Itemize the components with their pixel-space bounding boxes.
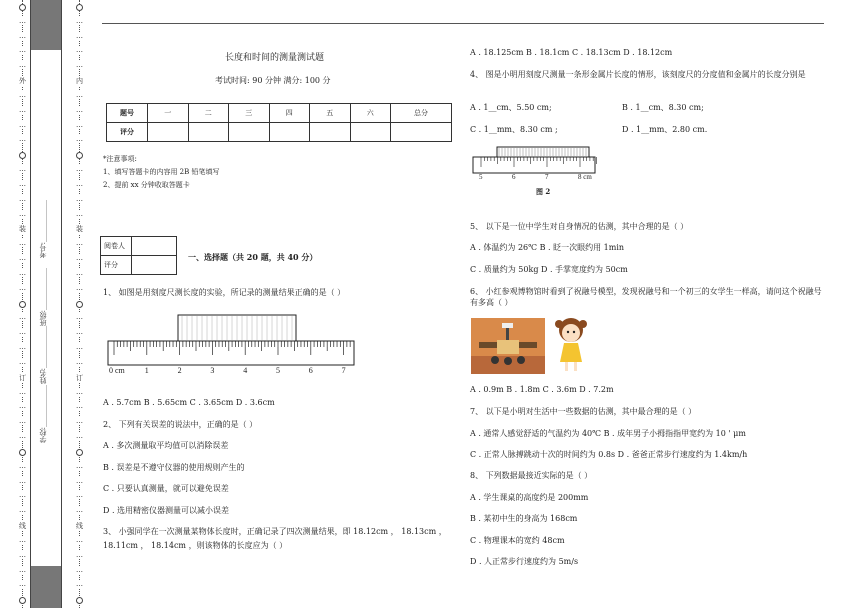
- binding-label: 外: [19, 77, 26, 85]
- girl-leg: [574, 362, 577, 371]
- binding-dots: …: [76, 32, 83, 40]
- girl-dress: [560, 343, 582, 362]
- binding-dots: …: [19, 536, 26, 544]
- name-field[interactable]: 姓名:____________: [39, 326, 47, 385]
- binding-dots: …: [19, 91, 26, 99]
- girl-eye: [567, 331, 569, 333]
- binding-dots: …: [76, 269, 83, 277]
- score-cell: 总分: [391, 104, 452, 123]
- rover-body: [497, 340, 519, 354]
- q5-options-cd: C . 质量约为 50kg D . 手掌宽度约为 50cm: [470, 265, 628, 274]
- binding-hole-icon: [76, 301, 83, 308]
- binding-dots: …: [19, 402, 26, 410]
- rover-wheel: [504, 357, 512, 365]
- binding-hole-icon: [76, 449, 83, 456]
- binding-dots: …: [19, 121, 26, 129]
- binding-dots: …: [19, 506, 26, 514]
- binding-dots: …: [19, 284, 26, 292]
- score-cell: 评分: [107, 123, 148, 142]
- binding-dots: …: [76, 91, 83, 99]
- q4-option-d: D . 1__mm、2.80 cm.: [622, 125, 708, 134]
- binding-dots: …: [76, 506, 83, 514]
- q5-stem: 5、 以下是一位中学生对自身情况的估测，其中合理的是（ ）: [470, 222, 689, 231]
- score-input-cell[interactable]: [310, 123, 351, 142]
- binding-label: 线: [76, 522, 83, 530]
- ruler-2-tick-label: 8 cm: [578, 173, 592, 181]
- score-input-cell[interactable]: [391, 123, 452, 142]
- binding-dots: …: [76, 106, 83, 114]
- score-input-cell[interactable]: [350, 123, 391, 142]
- q2-stem: 2、 下列有关误差的说法中，正确的是（ ）: [103, 420, 258, 429]
- binding-dots: …: [76, 180, 83, 188]
- binding-dots: …: [19, 106, 26, 114]
- binding-label: 订: [76, 374, 83, 382]
- q7-options-ab: A . 通常人感觉舒适的气温约为 40℃ B . 成年男子小拇指指甲宽约为 10 ' μm: [470, 429, 746, 438]
- binding-dots: …: [19, 17, 26, 25]
- binding-dots: …: [76, 580, 83, 588]
- rover-solar-panel: [479, 342, 497, 348]
- rover-solar-panel: [519, 342, 537, 348]
- rover-camera: [502, 323, 513, 328]
- rover-photo: [471, 318, 545, 374]
- binding-dots: …: [19, 491, 26, 499]
- q2-option-a: A . 多次测量取平均值可以消除误差: [103, 441, 229, 450]
- score-cell: 六: [350, 104, 391, 123]
- binding-dots: …: [76, 477, 83, 485]
- binding-dots: …: [76, 462, 83, 470]
- binding-dots: …: [76, 388, 83, 396]
- binding-dots: …: [19, 180, 26, 188]
- binding-dots: …: [19, 566, 26, 574]
- binding-label: 订: [19, 374, 26, 382]
- binding-dots: …: [76, 402, 83, 410]
- ruler-2-tick-label: 5: [479, 173, 483, 181]
- girl-leg: [565, 362, 568, 371]
- score-input-cell[interactable]: [229, 123, 270, 142]
- girl-face: [562, 324, 580, 342]
- ruler-tick-label: 1: [144, 366, 149, 375]
- binding-dots: …: [76, 358, 83, 366]
- binding-label: 线: [19, 522, 26, 530]
- binding-dots: …: [76, 566, 83, 574]
- binding-dots: …: [19, 32, 26, 40]
- score-cell: 四: [269, 104, 310, 123]
- girl-eye: [573, 331, 575, 333]
- binding-dots: …: [76, 17, 83, 25]
- binding-dots: …: [76, 313, 83, 321]
- score-cell: 二: [188, 104, 229, 123]
- binding-hole-icon: [19, 4, 26, 11]
- binding-dots: …: [76, 195, 83, 203]
- score-cell: 五: [310, 104, 351, 123]
- binding-hole-icon: [76, 4, 83, 11]
- binding-dots: …: [76, 210, 83, 218]
- girl-cartoon: [554, 316, 588, 374]
- reviewer-table: [100, 236, 177, 275]
- binding-dots: …: [19, 580, 26, 588]
- section-title: 一、选择题（共 20 题，共 40 分）: [188, 252, 318, 262]
- binding-dots: …: [19, 254, 26, 262]
- q4-option-c: C . 1__mm、8.30 cm ;: [470, 125, 558, 134]
- rover-mast: [506, 326, 509, 340]
- girl-bun: [555, 320, 563, 328]
- ruler-2-tick-label: 6: [512, 173, 516, 181]
- binding-dots: …: [19, 328, 26, 336]
- metal-strip: [497, 147, 589, 157]
- ruler-figure-1: [106, 311, 366, 381]
- girl-bun: [579, 320, 587, 328]
- binding-dots: …: [19, 239, 26, 247]
- binding-dots: …: [19, 343, 26, 351]
- ruler-tick-label: 6: [308, 366, 313, 375]
- q6-stem: 6、 小红参观博物馆时看到了祝融号模型，发现祝融号和一个初三的女学生一样高，请问这个祝融号有多高（ ）: [470, 287, 822, 307]
- notes-heading: *注意事项:: [103, 155, 137, 163]
- score-table: [106, 103, 452, 142]
- q7-options-cd: C . 正常人脉搏跳动十次的时间约为 0.8s D . 爸爸正常步行速度约为 1.4km/h: [470, 450, 748, 459]
- binding-dots: …: [76, 432, 83, 440]
- q8-option-b: B . 某初中生的身高为 168cm: [470, 514, 578, 523]
- binding-dots: …: [19, 46, 26, 54]
- binding-dots: …: [76, 239, 83, 247]
- ruler-tick-label: 3: [210, 366, 215, 375]
- binding-dots: …: [76, 165, 83, 173]
- ruler-tick-label: 5: [276, 366, 280, 375]
- q6-options: A . 0.9m B . 1.8m C . 3.6m D . 7.2m: [470, 385, 614, 394]
- binding-dots: …: [76, 121, 83, 129]
- binding-dots: …: [19, 462, 26, 470]
- binding-dots: …: [76, 551, 83, 559]
- binding-dots: …: [76, 46, 83, 54]
- q1-options: A . 5.7cm B . 5.65cm C . 3.65cm D . 3.6cm: [103, 398, 275, 407]
- binding-dots: …: [19, 551, 26, 559]
- binding-label: 装: [76, 225, 83, 233]
- binding-dots: …: [19, 269, 26, 277]
- binding-hole-icon: [19, 449, 26, 456]
- binding-dots: …: [19, 195, 26, 203]
- score-input-cell[interactable]: [188, 123, 229, 142]
- binding-dots: …: [76, 417, 83, 425]
- reviewer-input[interactable]: [132, 237, 177, 256]
- notes-item: 1、填写答题卡的内容用 2B 铅笔填写: [103, 168, 220, 176]
- score-table-score-row: [107, 123, 452, 142]
- ruler-tick-label: 7: [341, 366, 346, 375]
- q8-option-c: C . 物理课本的宽约 48cm: [470, 536, 565, 545]
- binding-dots: …: [76, 254, 83, 262]
- binding-dots: …: [19, 313, 26, 321]
- notes-item: 2、提前 xx 分钟收取答题卡: [103, 181, 190, 189]
- q3-options: A . 18.125cm B . 18.1cm C . 18.13cm D . 18.12cm: [470, 48, 673, 57]
- q8-option-d: D . 人正常步行速度约为 5m/s: [470, 557, 579, 566]
- rover-wheel: [517, 356, 525, 364]
- binding-dots: …: [76, 328, 83, 336]
- ruler-tick-label: 0 cm: [109, 366, 125, 375]
- reviewer-score-label: 评分: [101, 256, 132, 275]
- binding-dots: …: [76, 61, 83, 69]
- q8-stem: 8、 下列数据最接近实际的是（ ）: [470, 471, 593, 480]
- binding-dots: …: [76, 343, 83, 351]
- ruler-tick-label: 2: [177, 366, 182, 375]
- q1-stem: 1、 如图是用刻度尺测长度的实验，所记录的测量结果正确的是（ ）: [103, 288, 346, 297]
- binding-dots: …: [76, 536, 83, 544]
- figure-2-caption: 图 2: [536, 187, 551, 196]
- q2-option-d: D . 选用精密仪器测量可以减小误差: [103, 506, 230, 515]
- binding-hole-icon: [76, 597, 83, 604]
- binding-label: 内: [76, 77, 83, 85]
- exam-no-field[interactable]: 考号:____________: [39, 200, 47, 259]
- q2-option-b: B . 误差是不遵守仪器的使用规则产生的: [103, 463, 245, 472]
- score-input-cell[interactable]: [148, 123, 189, 142]
- top-rule: [102, 23, 824, 24]
- score-cell: 三: [229, 104, 270, 123]
- binding-dots: …: [19, 358, 26, 366]
- binding-hole-icon: [19, 597, 26, 604]
- reviewer-score-input[interactable]: [132, 256, 177, 275]
- binding-dots: …: [19, 477, 26, 485]
- ruler-2-tick-label: 7: [545, 173, 549, 181]
- exam-info: 考试时间: 90 分钟 满分: 100 分: [215, 76, 331, 85]
- class-field[interactable]: 班级:____________: [39, 268, 47, 327]
- score-input-cell[interactable]: [269, 123, 310, 142]
- binding-dots: …: [19, 432, 26, 440]
- page-title: 长度和时间的测量测试题: [225, 53, 325, 63]
- binding-dots: …: [19, 210, 26, 218]
- score-cell: 一: [148, 104, 189, 123]
- binding-dots: …: [19, 165, 26, 173]
- binding-dots: …: [76, 284, 83, 292]
- q2-option-c: C . 只要认真测量，就可以避免误差: [103, 484, 229, 493]
- score-cell: 题号: [107, 104, 148, 123]
- q3-stem: 3、 小强同学在一次测量某物体长度时，正确记录了四次测量结果，即 18.12cm ， 18.13cm ， 18.11cm ， 18.14cm ，则该物体的长度应为（ ）: [103, 527, 447, 550]
- binding-dots: …: [76, 491, 83, 499]
- binding-dots: …: [19, 388, 26, 396]
- school-field[interactable]: 学校:____________: [39, 385, 47, 444]
- binding-dots: …: [19, 135, 26, 143]
- binding-strip: [0, 0, 96, 608]
- reviewer-label: 阅卷人: [101, 237, 132, 256]
- rover-wheel: [491, 356, 499, 364]
- binding-label: 装: [19, 225, 26, 233]
- binding-hole-icon: [76, 152, 83, 159]
- q4-option-a: A . 1__cm、5.50 cm;: [470, 103, 552, 112]
- q5-options-ab: A . 体温约为 26℃ B . 眨一次眼约用 1min: [470, 243, 625, 252]
- binding-hole-icon: [19, 301, 26, 308]
- binding-dots: …: [19, 61, 26, 69]
- score-table-header-row: [107, 104, 452, 123]
- q8-option-a: A . 学生课桌的高度约是 200mm: [470, 493, 589, 502]
- ruler-tick-label: 4: [243, 366, 248, 375]
- binding-dots: …: [19, 417, 26, 425]
- binding-hole-icon: [19, 152, 26, 159]
- binding-dots: …: [76, 135, 83, 143]
- q4-option-b: B . 1__cm、8.30 cm;: [622, 103, 704, 112]
- q7-stem: 7、 以下是小明对生活中一些数据的估测，其中最合理的是（ ）: [470, 407, 697, 416]
- q4-stem: 4、 图是小明用刻度尺测量一条形金属片长度的情形，该刻度尺的分度值和金属片的长度分别是: [470, 70, 806, 79]
